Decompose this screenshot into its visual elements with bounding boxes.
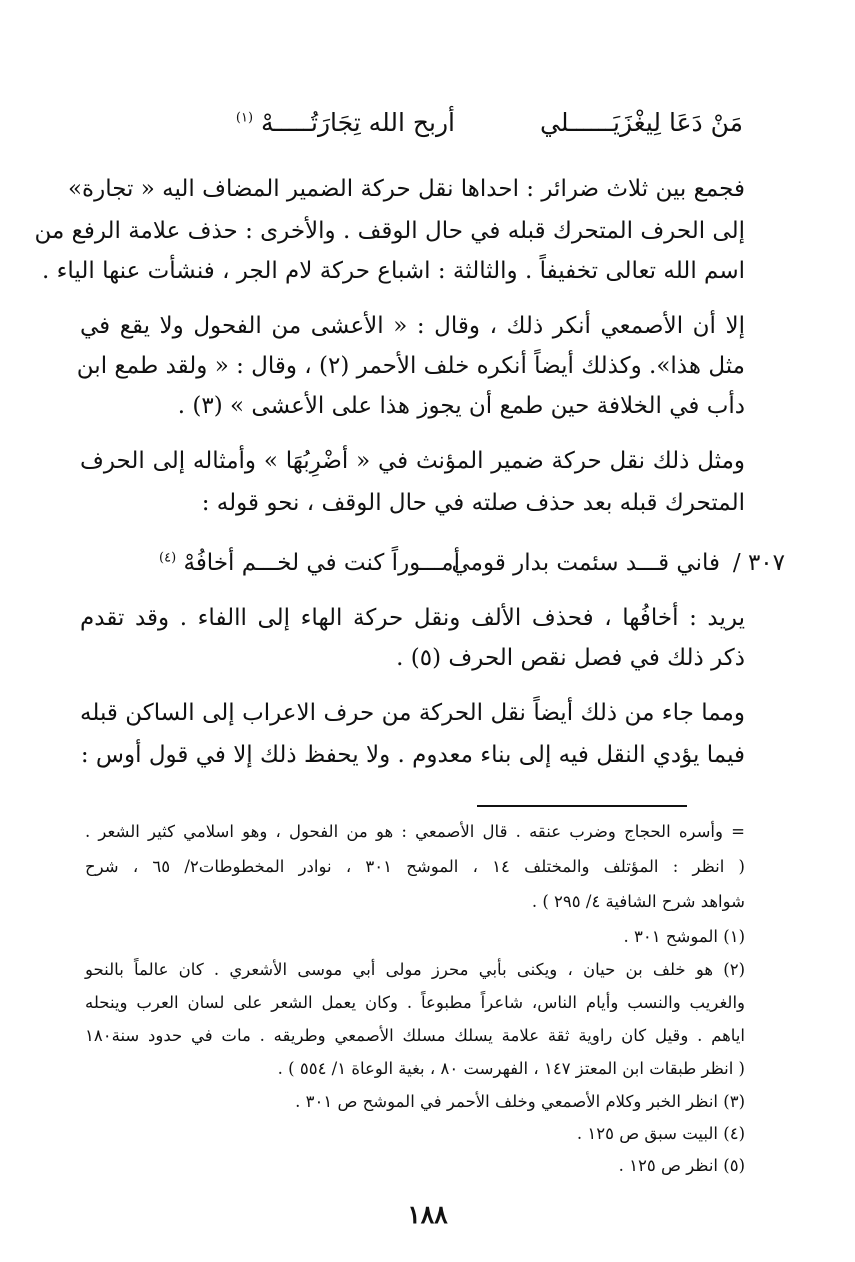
para5-line-2: فيما يؤدي النقل فيه إلى بناء معدوم . ولا يحفظ ذلك إلا في قول أوس : (80, 742, 745, 768)
para4-line-1: يريد : أخافُها ، فحذف الألف ونقل حركة الهاء إلى االفاء . وقد تقدم (80, 605, 745, 631)
verse2-second-hemistich (159, 550, 460, 576)
footnote-line: ( انظر : المؤتلف والمختلف ١٤ ، الموشح ٣٠١ ، نوادر المخطوطات٢/ ٦٥ ، شرح (85, 857, 745, 876)
footnote-line: (١) الموشح ٣٠١ . (623, 927, 745, 946)
footnote-line: (٤) البيت سبق ص ١٢٥ . (576, 1124, 745, 1143)
footnote-divider (477, 805, 687, 807)
para2-line-2: مثل هذا». وكذلك أيضاً أنكره خلف الأحمر (٢) ، وقال : « ولقد طمع ابن (76, 353, 745, 379)
para1-line-3: اسم الله تعالى تخفيفاً . والثالثة : اشباع حركة لام الجر ، فنشأت عنها الياء . (41, 258, 745, 284)
verse2-footnote-ref: (٤) (159, 550, 177, 566)
para2-line-3: دأب في الخلافة حين طمع أن يجوز هذا على الأعشى » (٣) . (177, 393, 745, 419)
verse1-footnote-ref: (١) (235, 110, 254, 126)
para2-line-1: إلا أن الأصمعي أنكر ذلك ، وقال : « الأعشى من الفحول ولا يقع في (80, 313, 745, 339)
footnote-line: (٢) هو خلف بن حيان ، ويكنى بأبي محرز مولى أبي موسى الأشعري . كان عالماً بالنحو (85, 960, 745, 979)
footnote-line: (٥) انظر ص ١٢٥ . (618, 1156, 745, 1175)
verse1-left-text: أربح الله تِجَارَتُـــــهْ (260, 108, 455, 137)
verse1-second-hemistich (236, 108, 455, 137)
verse1-right-text: مَنْ دَعَا لِيغْزَيَــــــلي (539, 108, 743, 137)
para3-line-2: المتحرك قبله بعد حذف صلته في حال الوقف ، نحو قوله : (201, 490, 745, 516)
page-number: ١٨٨ (407, 1200, 448, 1229)
verse2-number: ٣٠٧ / (732, 550, 785, 576)
para1-line-1: فجمع بين ثلاث ضرائر : احداها نقل حركة الضمير المضاف اليه « تجارة» (67, 176, 745, 202)
footnote-line: اياهم . وقيل كان راوية ثقة علامة يسلك مسلك الأصمعي وطريقه . مات في حدود سنة١٨٠ (85, 1026, 745, 1045)
footnote-line: شواهد شرح الشافية ٤/ ٢٩٥ ) . (531, 892, 745, 911)
para4-line-2: ذكر ذلك في فصل نقص الحرف (٥) . (396, 645, 745, 671)
verse1-first-hemistich (540, 108, 743, 137)
verse2-left-text: أمـــوراً كنت في لخـــم أخافُهْ (183, 550, 460, 576)
footnote-line: = وأسره الحجاج وضرب عنقه . قال الأصمعي : هو من الفحول ، وهو اسلامي كثير الشعر . (85, 822, 745, 841)
para3-line-1: ومثل ذلك نقل حركة ضمير المؤنث في « أضْرِبُهَا » وأمثاله إلى الحرف (80, 448, 745, 474)
footnote-line: (٣) انظر الخبر وكلام الأصمعي وخلف الأحمر في الموشح ص ٣٠١ . (295, 1092, 745, 1111)
para5-line-1: ومما جاء من ذلك أيضاً نقل الحركة من حرف الاعراب إلى الساكن قبله (80, 700, 745, 726)
footnote-line: ( انظر طبقات ابن المعتز ١٤٧ ، الفهرست ٨٠ ، بغية الوعاة ١/ ٥٥٤ ) . (277, 1059, 745, 1078)
footnote-line: والغريب والنسب وأيام الناس، شاعراً مطبوعاً . وكان يعمل الشعر على لسان العرب وينحله (85, 993, 746, 1012)
para1-line-2: إلى الحرف المتحرك قبله في حال الوقف . والأخرى : حذف علامة الرفع من (34, 218, 745, 244)
verse2-first-hemistich: فاني قـــد سئمت بدار قومي (451, 550, 720, 576)
